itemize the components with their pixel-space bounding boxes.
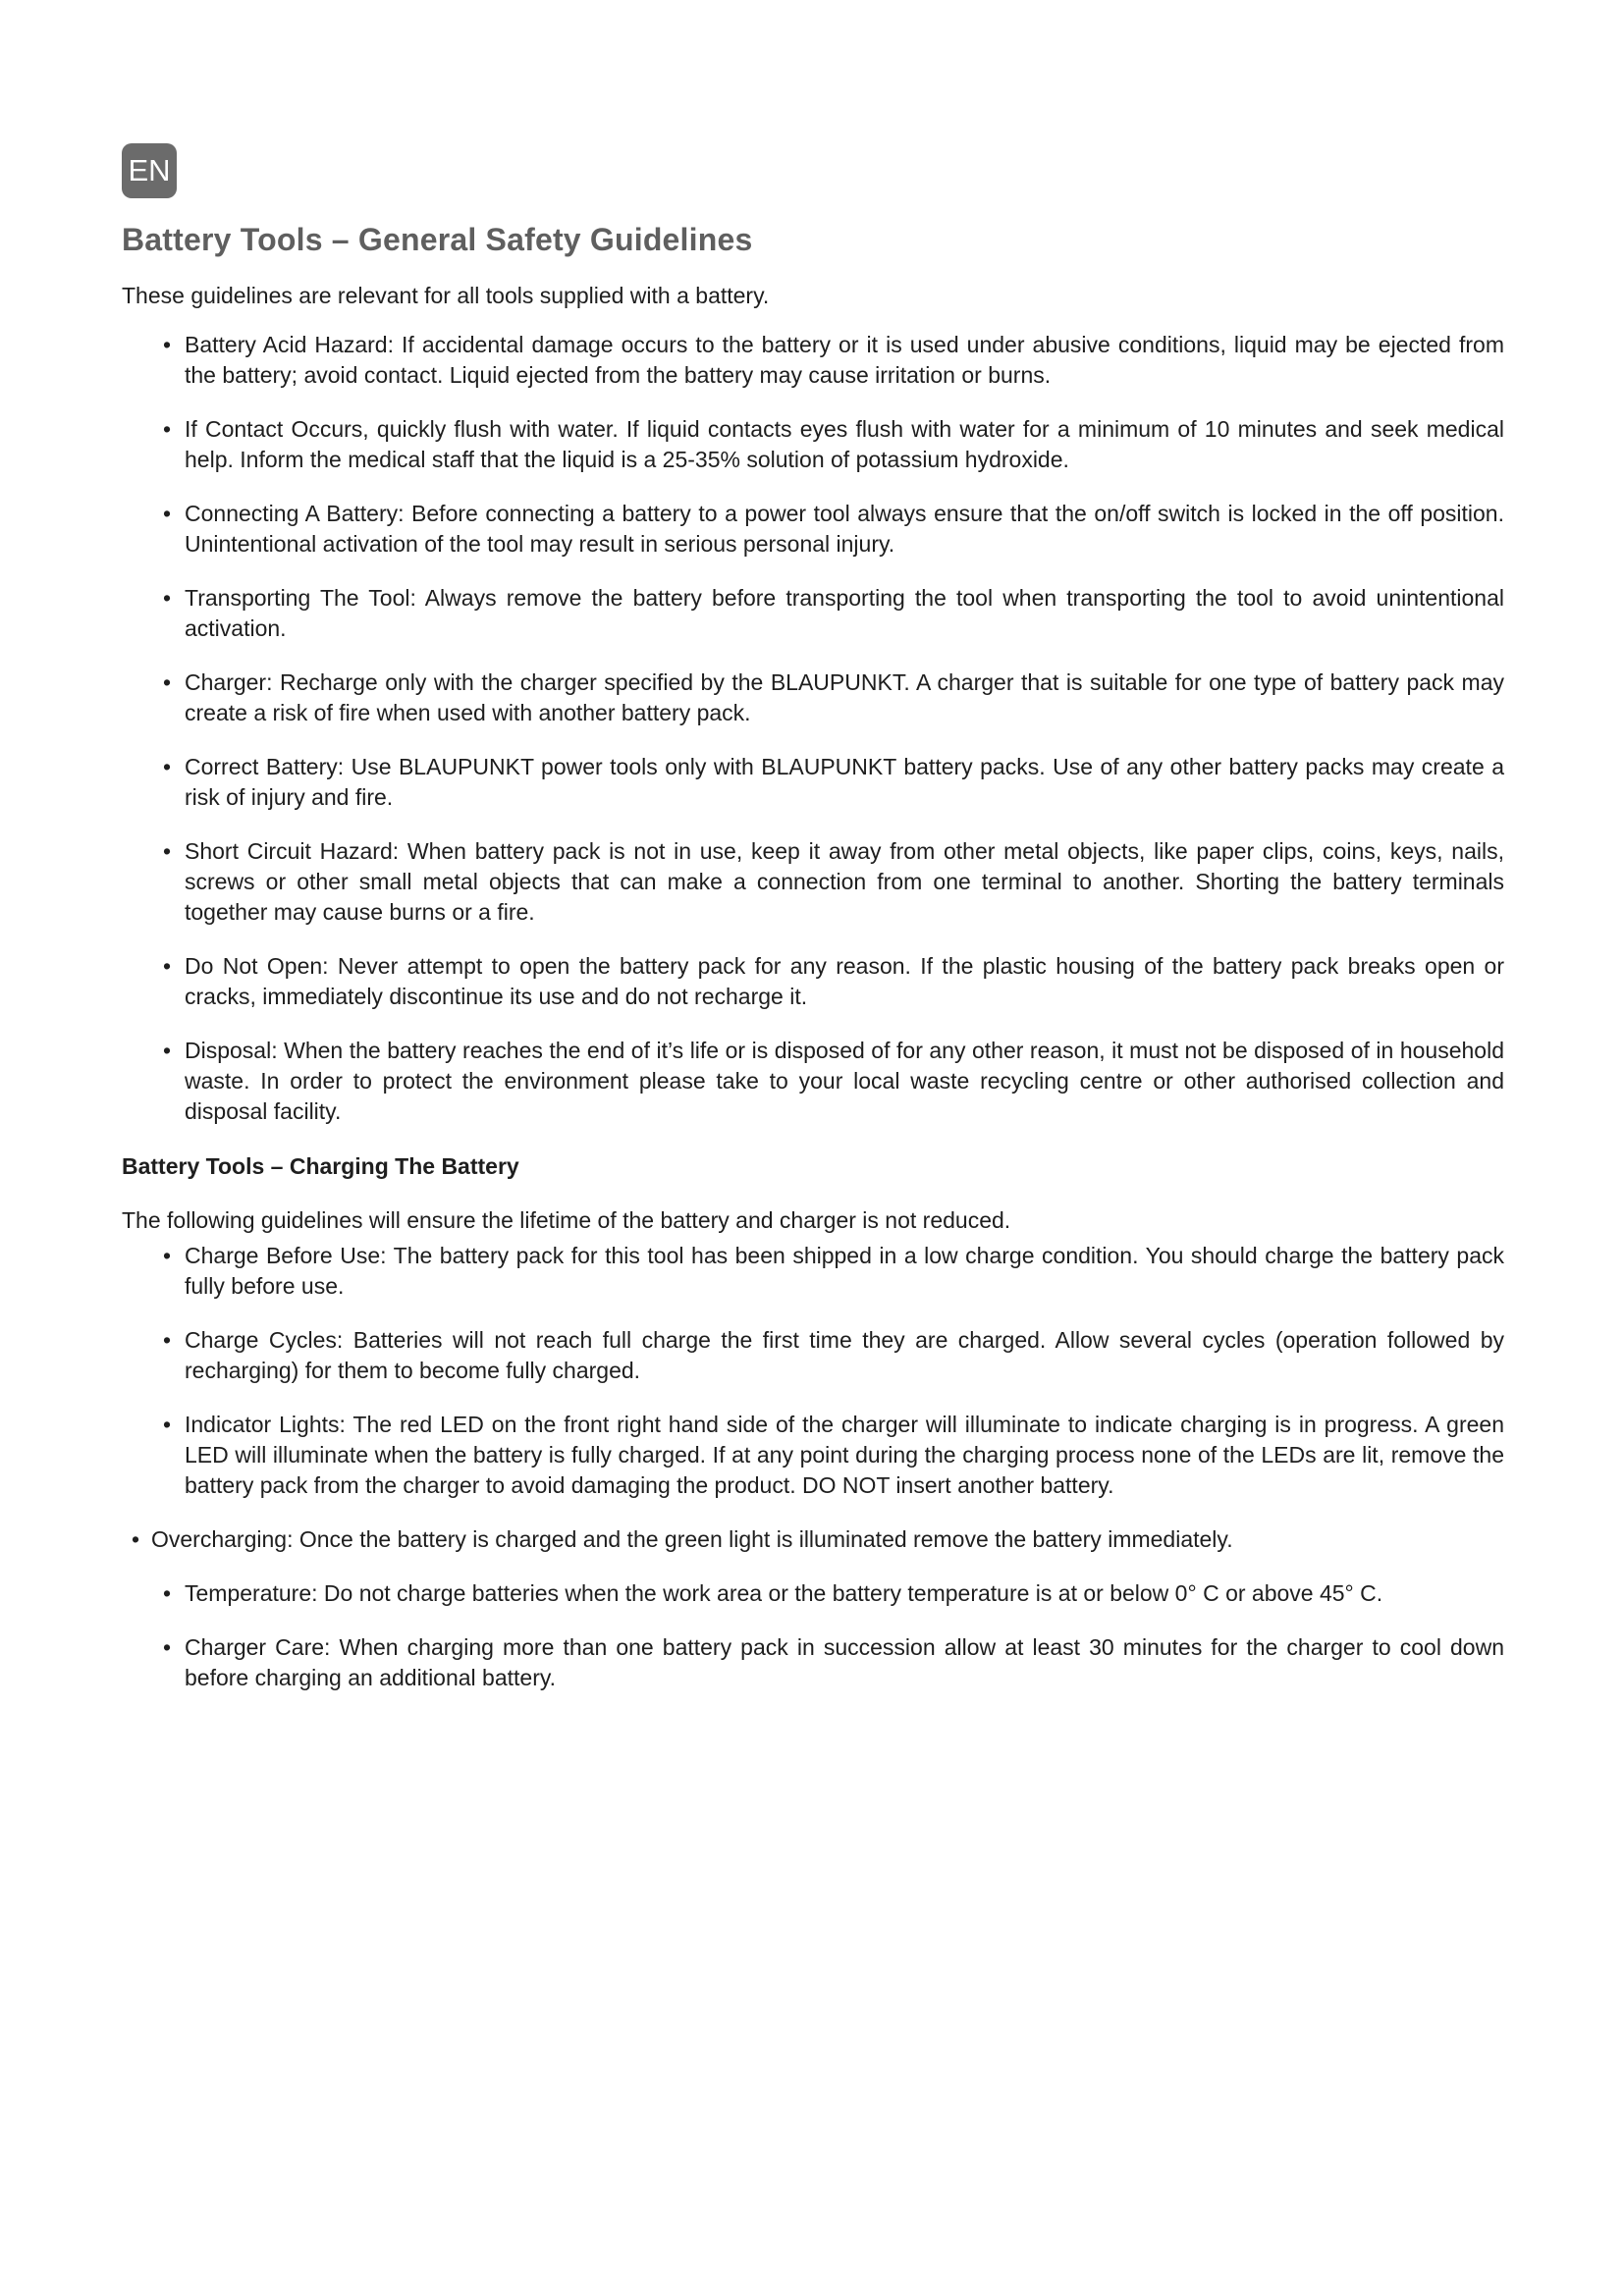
list-item-text: Overcharging: Once the battery is charged and the green light is illuminated remove the battery immediately. xyxy=(151,1526,1233,1552)
list-item xyxy=(122,414,1504,475)
list-item xyxy=(122,1410,1504,1501)
list-item-text: Charge Cycles: Batteries will not reach full charge the first time they are charged. Allow several cycles (operation followed by recharging) for them to become fully charged. xyxy=(185,1327,1504,1383)
bullet-icon: • xyxy=(163,585,172,611)
list-item-text: Charger Care: When charging more than one battery pack in succession allow at least 30 minutes for the charger to cool down before charging an additional battery. xyxy=(185,1634,1504,1690)
list-item xyxy=(122,667,1504,728)
bullet-icon: • xyxy=(163,669,172,695)
list-item-text: Indicator Lights: The red LED on the front right hand side of the charger will illuminate to indicate charging is in progress. A green LED will illuminate when the battery is fully charged. If at any point during the charging process none of the LEDs are lit, remove the battery pack from the charger to avoid damaging the product. DO NOT insert another battery. xyxy=(185,1412,1504,1498)
list-item xyxy=(122,1241,1504,1302)
list-item-text: Do Not Open: Never attempt to open the battery pack for any reason. If the plastic housing of the battery pack breaks open or cracks, immediately discontinue its use and do not recharge it. xyxy=(185,953,1504,1009)
bullet-icon: • xyxy=(163,754,172,779)
bullet-icon: • xyxy=(163,838,172,864)
list-item-text: If Contact Occurs, quickly flush with water. If liquid contacts eyes flush with water for a minimum of 10 minutes and seek medical help. Inform the medical staff that the liquid is a 25-35% solution of potassium hydroxide. xyxy=(185,416,1504,472)
bullet-icon: • xyxy=(163,1327,172,1353)
page-title: Battery Tools – General Safety Guidelines xyxy=(122,222,753,257)
list-item xyxy=(122,583,1504,644)
list-item xyxy=(122,330,1504,391)
list-item xyxy=(122,1036,1504,1127)
safety-guidelines-list xyxy=(122,330,1504,1150)
section2-title: Battery Tools – Charging The Battery xyxy=(122,1153,519,1179)
bullet-icon: • xyxy=(163,1634,172,1660)
list-item xyxy=(122,951,1504,1012)
bullet-icon: • xyxy=(163,1038,172,1063)
list-item-text: Battery Acid Hazard: If accidental damage occurs to the battery or it is used under abusive conditions, liquid may be ejected from the battery; avoid contact. Liquid ejected from the battery may cause irritation or burns. xyxy=(185,332,1504,388)
bullet-icon: • xyxy=(132,1526,140,1552)
list-item xyxy=(122,1524,1504,1555)
charging-guidelines-list xyxy=(122,1241,1504,1717)
language-badge: EN xyxy=(122,143,177,198)
section1-intro: These guidelines are relevant for all tools supplied with a battery. xyxy=(122,283,770,308)
list-item-text: Charger: Recharge only with the charger specified by the BLAUPUNKT. A charger that is suitable for one type of battery pack may create a risk of fire when used with another battery pack. xyxy=(185,669,1504,725)
list-item xyxy=(122,836,1504,928)
bullet-icon: • xyxy=(163,501,172,526)
list-item xyxy=(122,1632,1504,1693)
bullet-icon: • xyxy=(163,416,172,442)
list-item-text: Short Circuit Hazard: When battery pack is not in use, keep it away from other metal objects, like paper clips, coins, keys, nails, screws or other small metal objects that can make a connection from one terminal to another. Shorting the battery terminals together may cause burns or a fire. xyxy=(185,838,1504,925)
bullet-icon: • xyxy=(163,1412,172,1437)
list-item xyxy=(122,1325,1504,1386)
list-item xyxy=(122,1578,1504,1609)
list-item-text: Transporting The Tool: Always remove the battery before transporting the tool when transporting the tool to avoid unintentional activation. xyxy=(185,585,1504,641)
bullet-icon: • xyxy=(163,332,172,357)
list-item xyxy=(122,499,1504,560)
list-item xyxy=(122,752,1504,813)
list-item-text: Connecting A Battery: Before connecting a battery to a power tool always ensure that the on/off switch is locked in the off position. Unintentional activation of the tool may result in serious personal injury. xyxy=(185,501,1504,557)
list-item-text: Charge Before Use: The battery pack for this tool has been shipped in a low charge condition. You should charge the battery pack fully before use. xyxy=(185,1243,1504,1299)
bullet-icon: • xyxy=(163,1243,172,1268)
list-item-text: Correct Battery: Use BLAUPUNKT power tools only with BLAUPUNKT battery packs. Use of any other battery packs may create a risk of injury and fire. xyxy=(185,754,1504,810)
bullet-icon: • xyxy=(163,1580,172,1606)
section2-intro: The following guidelines will ensure the lifetime of the battery and charger is not reduced. xyxy=(122,1207,1011,1233)
list-item-text: Disposal: When the battery reaches the end of it’s life or is disposed of for any other reason, it must not be disposed of in household waste. In order to protect the environment please take to your local waste recycling centre or other authorised collection and disposal facility. xyxy=(185,1038,1504,1124)
bullet-icon: • xyxy=(163,953,172,979)
list-item-text: Temperature: Do not charge batteries when the work area or the battery temperature is at or below 0° C or above 45° C. xyxy=(185,1580,1383,1606)
